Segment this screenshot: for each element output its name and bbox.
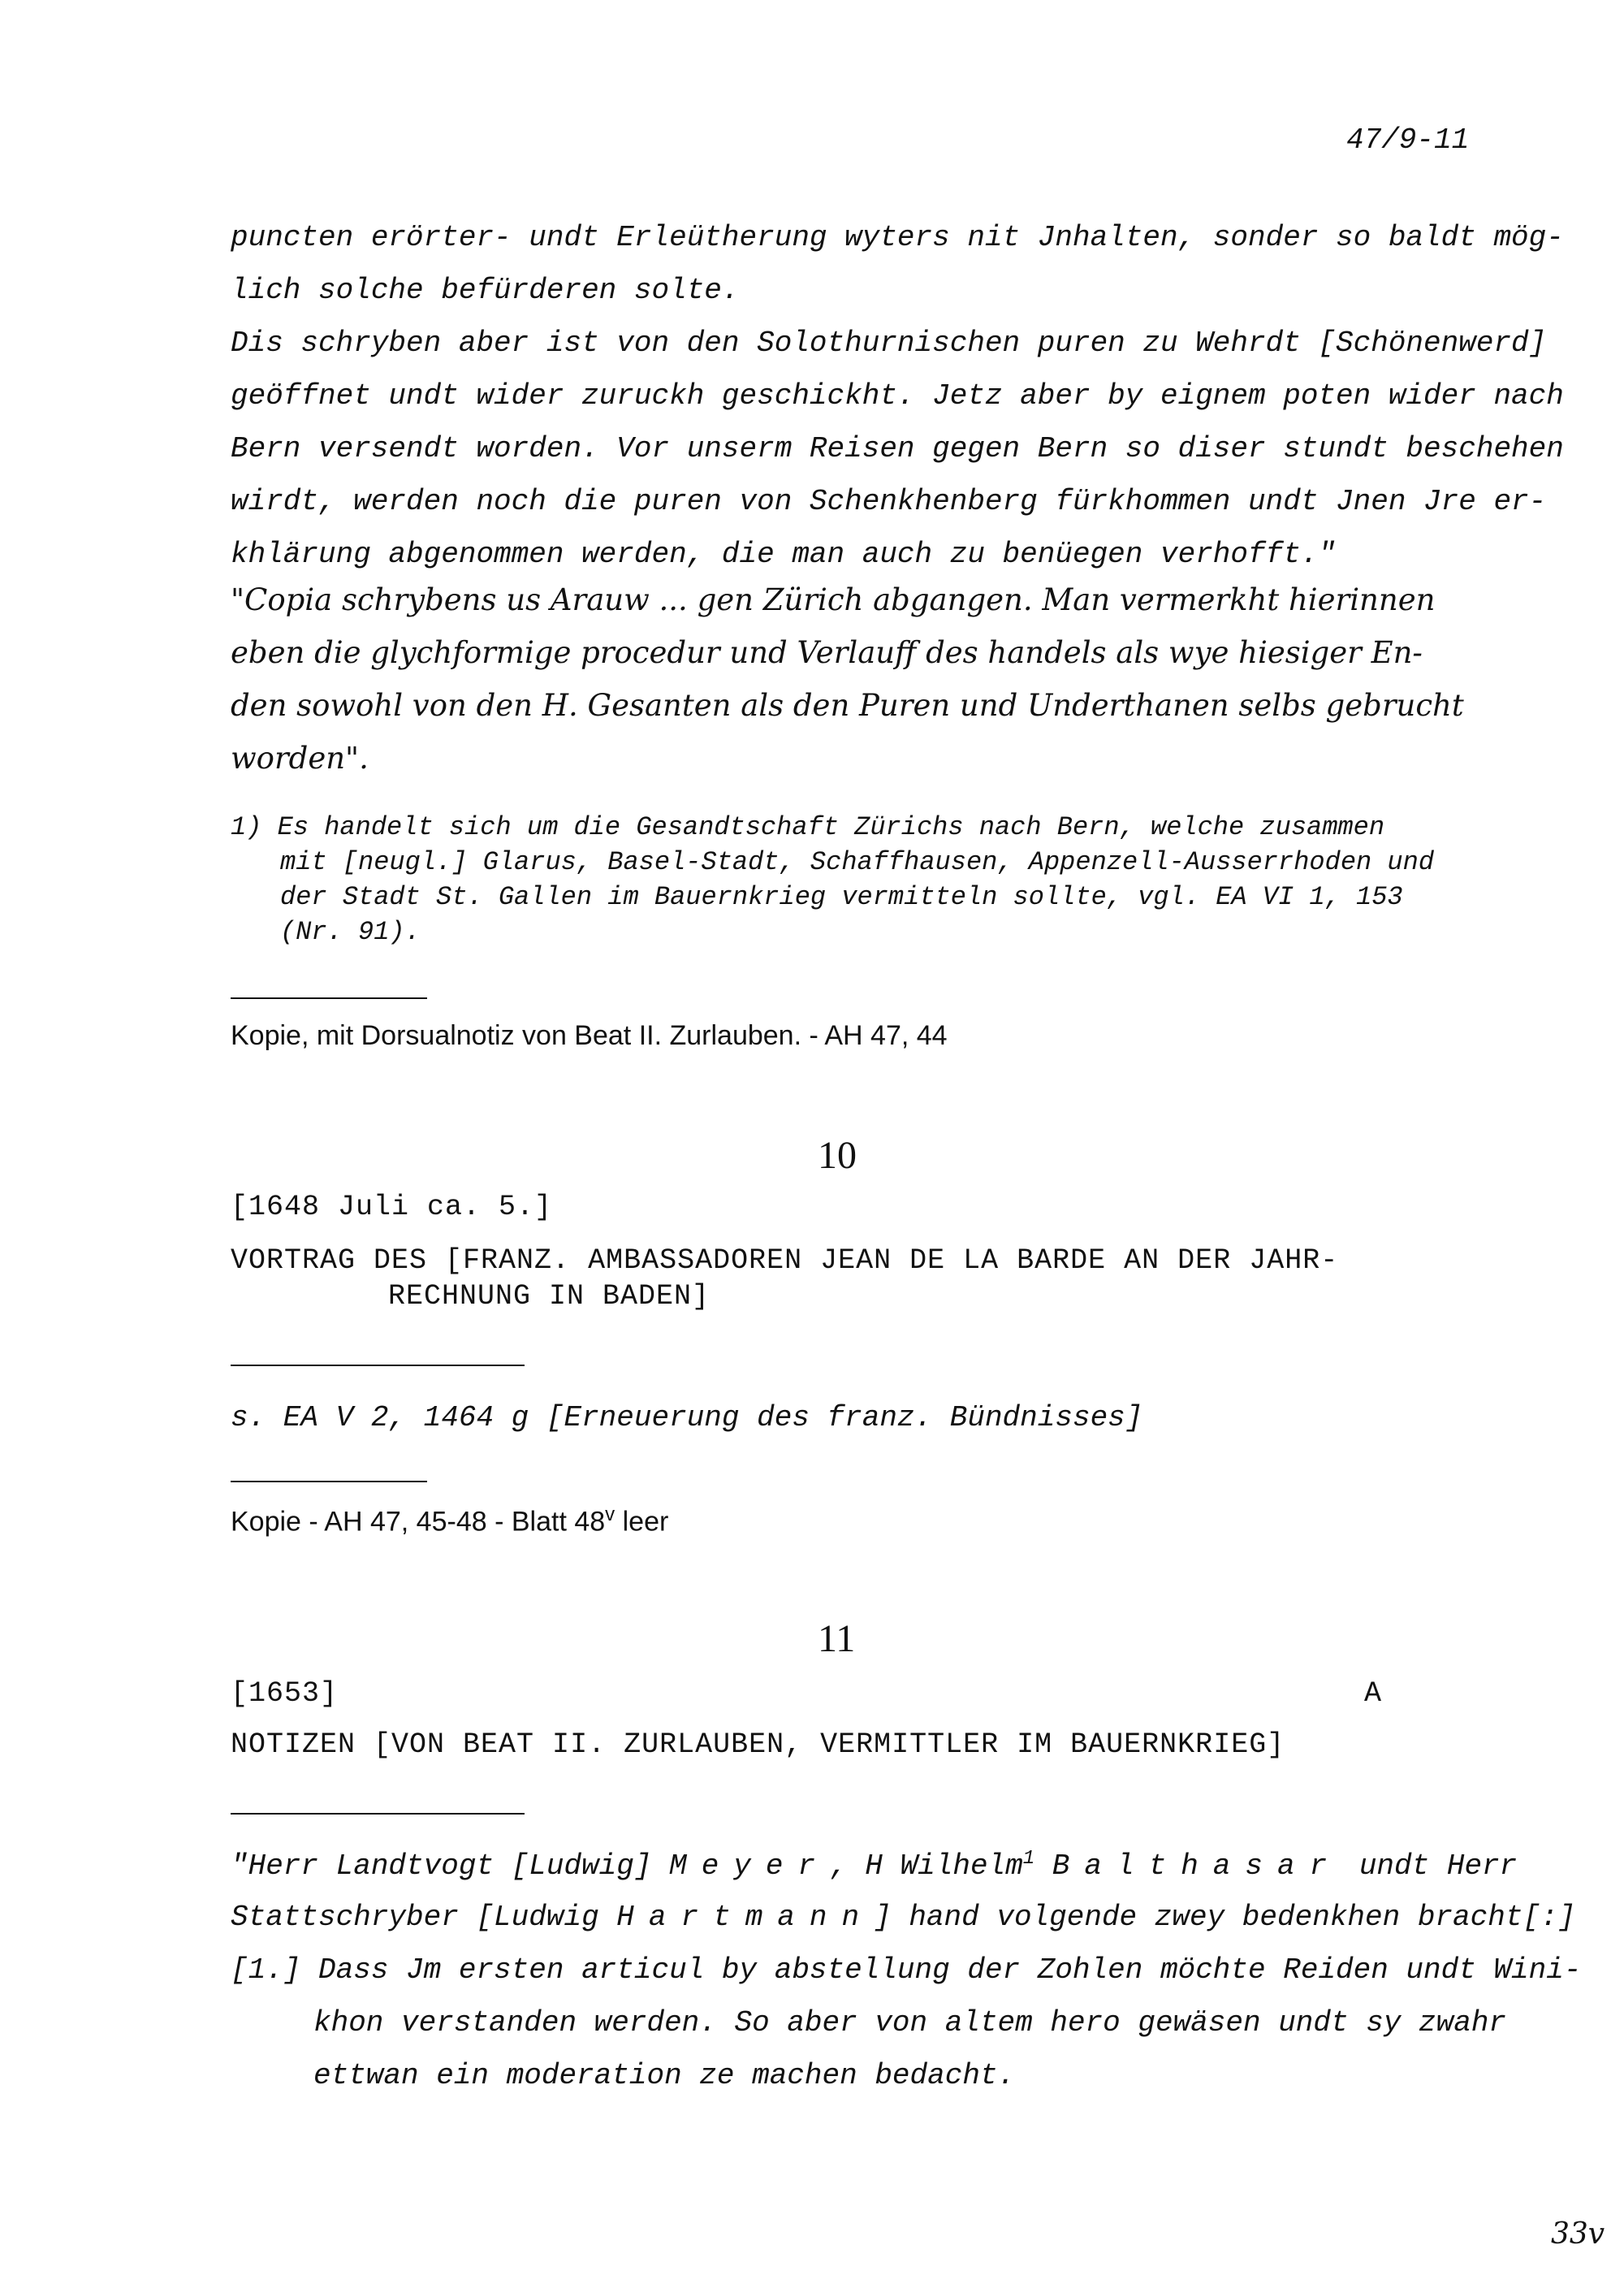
separator-rule <box>231 1813 525 1815</box>
doc9-line-1: puncten erörter- undt Erleütherung wyters nit Jnhalten, sonder so baldt mög- <box>231 221 1564 254</box>
doc11-date: [1653] <box>231 1677 339 1710</box>
doc10-title-line-2: RECHNUNG IN BADEN] <box>388 1280 710 1313</box>
doc11-line-2 <box>231 1901 1575 1934</box>
doc10-title-line-1: VORTRAG DES [FRANZ. AMBASSADOREN JEAN DE LA BARDE AN DER JAHR- <box>231 1244 1339 1277</box>
doc11-title: NOTIZEN [VON BEAT II. ZURLAUBEN, VERMITTLER IM BAUERNKRIEG] <box>231 1728 1285 1761</box>
separator-rule <box>231 997 427 999</box>
doc10-source-verso: v <box>605 1503 615 1525</box>
footnote-marker: 1 <box>1022 1848 1035 1870</box>
doc11-line-1-mid: , H Wilhelm <box>830 1849 1023 1883</box>
doc9-line-2: lich solche befürderen solte. <box>231 274 740 307</box>
page-reference: 47/9-11 <box>1346 123 1470 157</box>
doc9-line-3: Dis schryben aber ist von den Solothurnischen puren zu Wehrdt [Schönenwerd] <box>231 327 1547 360</box>
footnote-line-1: 1) Es handelt sich um die Gesandtschaft Zürichs nach Bern, welche zusammen <box>231 812 1385 842</box>
name-balthasar: Balthasar <box>1052 1849 1342 1883</box>
doc10-source-main: Kopie - AH 47, 45-48 - Blatt 48 <box>231 1506 606 1538</box>
doc9-script-line-1: "Copia schrybens us Arauw ... gen Zürich abgangen. Man vermerkht hierinnen <box>231 582 1436 617</box>
folio-mark: 33v <box>1551 2217 1605 2251</box>
doc9-line-7: khlärung abgenommen werden, die man auch zu benüegen verhofft." <box>231 538 1337 571</box>
doc10-reference: s. EA V 2, 1464 g [Erneuerung des franz. Bündnisses] <box>231 1401 1143 1434</box>
separator-rule <box>231 1365 525 1366</box>
doc11-line-1-end: undt Herr <box>1341 1849 1518 1883</box>
separator-rule <box>231 1481 427 1482</box>
doc11-number: 11 <box>818 1617 856 1660</box>
footnote-line-3: der Stadt St. Gallen im Bauernkrieg vermitteln sollte, vgl. EA VI 1, 153 <box>280 882 1403 912</box>
doc11-line-5: ettwan ein moderation ze machen bedacht. <box>313 2059 1016 2092</box>
doc9-line-5: Bern versendt worden. Vor unserm Reisen gegen Bern so diser stundt beschehen <box>231 432 1564 465</box>
doc11-line-1-start: "Herr Landtvogt [Ludwig] <box>231 1849 670 1883</box>
doc11-line-2-start: Stattschryber [Ludwig <box>231 1901 617 1934</box>
doc9-line-4: geöffnet undt wider zuruckh geschickht. Jetz aber by eignem poten wider nach <box>231 379 1564 413</box>
name-hartmann: Hartmann <box>616 1901 875 1934</box>
doc11-line-3: [1.] Dass Jm ersten articul by abstellung der Zohlen möchte Reiden undt Wini- <box>231 1953 1582 1987</box>
doc11-line-2-end: ] hand volgende zwey bedenkhen bracht[:] <box>874 1901 1576 1934</box>
footnote-line-4: (Nr. 91). <box>280 917 421 947</box>
doc10-number: 10 <box>818 1134 857 1177</box>
doc9-script-line-3: den sowohl von den H. Gesanten als den Puren und Underthanen selbs gebrucht <box>231 688 1464 723</box>
doc10-source-tail: leer <box>615 1506 669 1538</box>
footnote-line-2: mit [neugl.] Glarus, Basel-Stadt, Schaffhausen, Appenzell-Ausserrhoden und <box>280 847 1435 877</box>
doc10-date: [1648 Juli ca. 5.] <box>231 1191 553 1223</box>
doc9-source: Kopie, mit Dorsualnotiz von Beat II. Zurlauben. - AH 47, 44 <box>231 1020 948 1051</box>
name-meyer: Meyer <box>669 1849 831 1883</box>
doc11-line-4: khon verstanden werden. So aber von altem hero gewäsen undt sy zwahr <box>313 2006 1507 2040</box>
doc9-line-6: wirdt, werden noch die puren von Schenkhenberg fürkhommen undt Jnen Jre er- <box>231 485 1547 518</box>
doc11-variant: A <box>1364 1677 1383 1710</box>
doc9-script-line-4: worden". <box>231 741 369 776</box>
doc9-script-line-2: eben die glychformige procedur und Verlauff des handels als wye hiesiger En- <box>231 635 1423 670</box>
doc11-line-1 <box>231 1848 1517 1883</box>
doc10-source <box>231 1503 668 1538</box>
